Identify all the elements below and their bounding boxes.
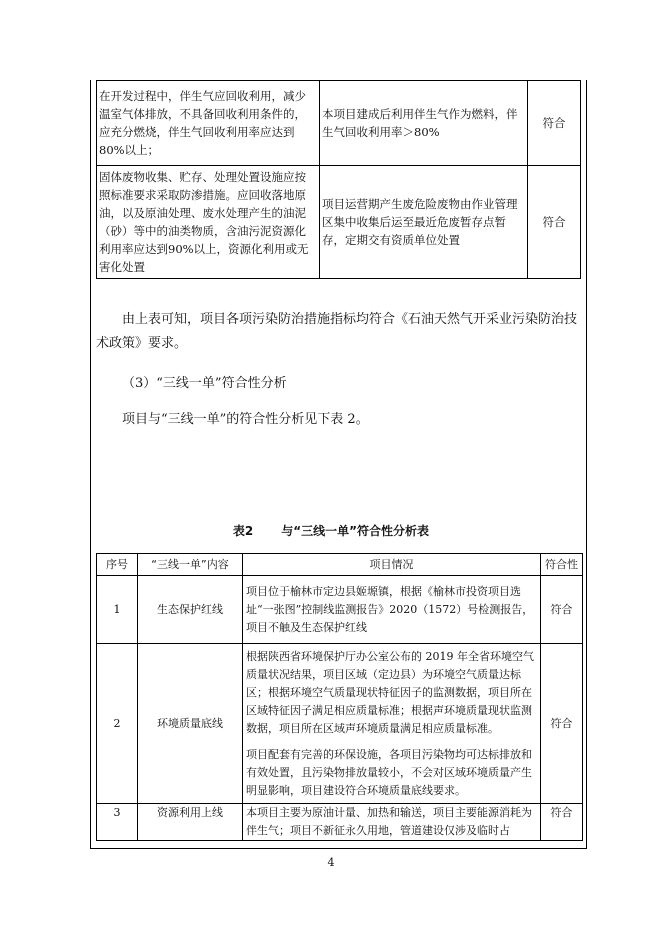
result-cell: 符合: [541, 804, 583, 841]
requirement-cell: 在开发过程中，伴生气应回收利用，减少温室气体排放，不具备回收利用条件的，应充分燃烧，伴生气回收利用率应达到80%以上；: [97, 81, 320, 166]
paragraph-gap: [246, 738, 537, 746]
requirement-cell: 固体废物收集、贮存、处理处置设施应按照标准要求采取防渗措施。应回收落地原油，以及原油处理、废水处理产生的油泥（砂）等中的油类物质，含油污泥资源化利用率应达到90%以上，资源化利用或无害化处置: [97, 166, 320, 279]
table-number: 表2: [232, 524, 254, 538]
category-cell: 生态保护红线: [138, 576, 243, 644]
situation-cell: [243, 804, 541, 841]
header-seq: 序号: [97, 554, 138, 576]
pollution-control-table: [96, 80, 581, 279]
situation-cell: 项目运营期产生废危险废物由作业管理区集中收集后运至最近危废暂存点暂存，定期交有资质单位处置: [320, 166, 528, 279]
seq-cell: 3: [97, 804, 138, 841]
situation-cell: [243, 644, 541, 804]
three-lines-table: [96, 553, 583, 841]
table-row: [97, 576, 583, 644]
table-row: [97, 644, 583, 804]
situation-text-2: 项目配套有完善的环保设施，各项目污染物均可达标排放和有效处置，且污染物排放量较小，不会对区域环境质量产生明显影响，项目建设符合环境质量底线要求。: [246, 747, 532, 797]
table-title: 与“三线一单”符合性分析表: [281, 524, 430, 538]
situation-cell: 本项目建成后利用伴生气作为燃料，伴生气回收利用率＞80%: [320, 81, 528, 166]
table-row: [97, 81, 581, 166]
table-caption: [0, 522, 662, 539]
result-cell: 符合: [541, 644, 583, 804]
category-cell: 环境质量底线: [138, 644, 243, 804]
situation-cell: [243, 576, 541, 644]
seq-cell: 1: [97, 576, 138, 644]
category-cell: 资源利用上线: [138, 804, 243, 841]
header-result: 符合性: [541, 554, 583, 576]
table-header-row: [97, 554, 583, 576]
result-cell: 符合: [541, 576, 583, 644]
intro-paragraph: 项目与“三线一单”的符合性分析见下表 2。: [122, 412, 369, 427]
summary-paragraph: 由上表可知，项目各项污染防治措施指标均符合《石油天然气开采业污染防治技术政策》要求。: [96, 312, 578, 351]
page-number: 4: [327, 856, 335, 869]
header-category: “三线一单”内容: [138, 554, 243, 576]
situation-text: 项目位于榆林市定边县姬塬镇，根据《榆林市投资项目选址“一张图”控制线监测报告》2020（1572）号检测报告，项目不触及生态保护红线: [246, 584, 534, 634]
section-heading: （3）“三线一单”符合性分析: [122, 376, 287, 391]
table-row: [97, 804, 583, 841]
situation-text: 根据陕西省环境保护厅办公室公布的 2019 年全省环境空气质量状况结果，项目区域（定边县）为环境空气质量达标区；根据环境空气质量现状特征因子的监测数据，项目所在区域特征因子满足相应质量标准；根据声环境质量现状监测数据，项目所在区域声环境质量满足相应质量标准。: [246, 649, 534, 735]
seq-cell: 2: [97, 644, 138, 804]
table-row: [97, 166, 581, 279]
situation-text: 本项目主要为原油计量、加热和输送，项目主要能源消耗为伴生气；项目不新征永久用地，管道建设仅涉及临时占: [246, 806, 532, 837]
result-cell: 符合: [528, 81, 581, 166]
header-situation: 项目情况: [243, 554, 541, 576]
result-cell: 符合: [528, 166, 581, 279]
